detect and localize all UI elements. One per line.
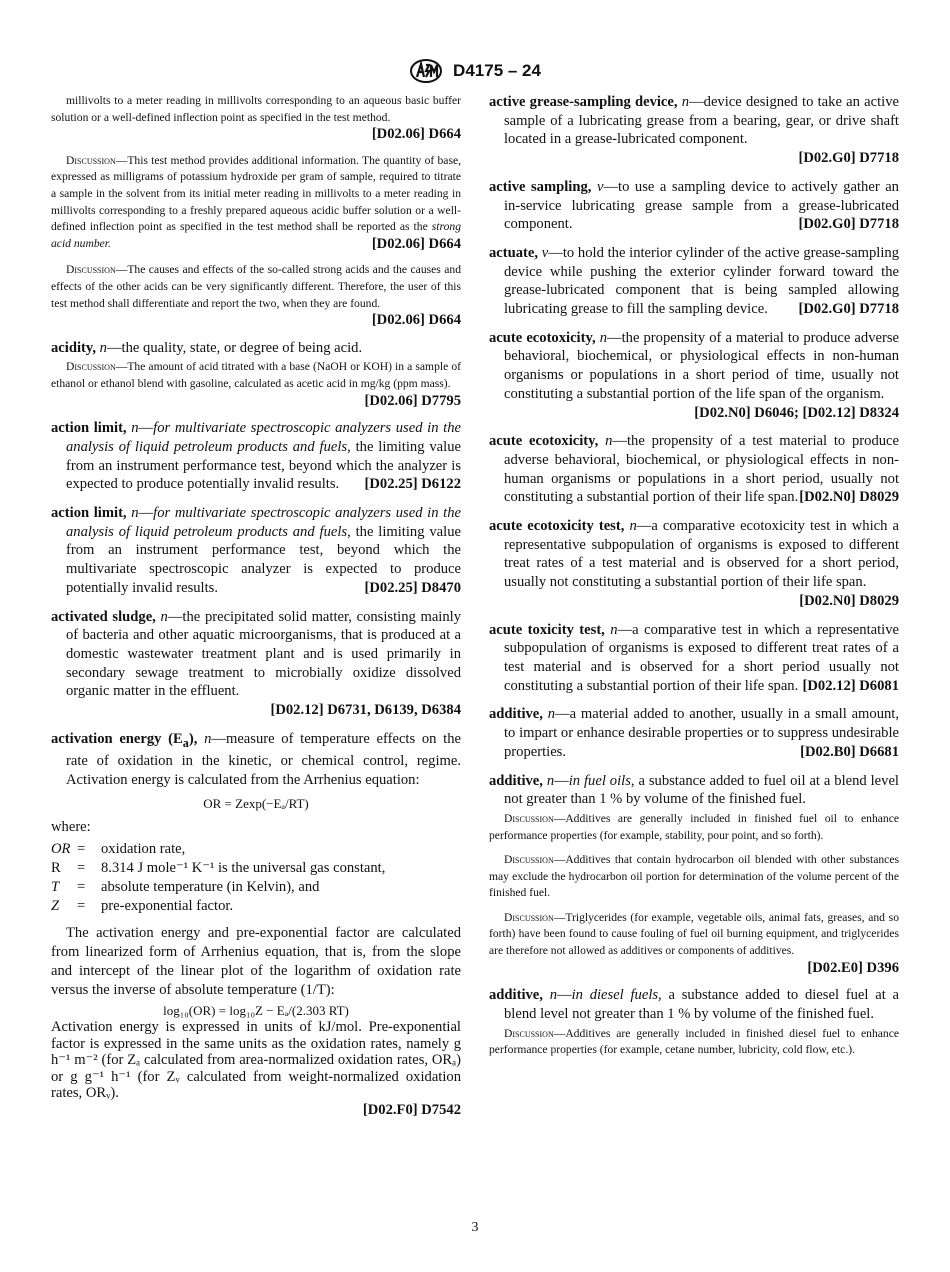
standard-id: D4175 – 24 — [453, 61, 541, 80]
discussion-additive-diesel: Discussion—Additives are generally included in finished diesel fuel to enhance performance properties (for example, cetane number, lubricity, cold flow, etc.). — [489, 1026, 899, 1057]
variable-row: Z = pre-exponential factor. — [51, 898, 234, 915]
entry-activated-sludge: activated sludge, n—the precipitated solid matter, consisting mainly of bacteria and other aquatic microorganisms, that is produced at a domestic wastewater treatment plant and is used primarily in secondary sewage treatment to microbially oxidize dissolved organic matter in the effluent. [D02.12] D6731, D6139, D6384 — [51, 608, 462, 719]
activation-paragraph: The activation energy and pre-exponential factor are calculated from linearized form of Arrhenius equation, that is, from the slope and intercept of the linear plot of the logarithm of oxidation rate versus the inverse of absolute temperature (1/T): — [51, 925, 461, 998]
variable-row: OR = oxidation rate, — [51, 841, 186, 858]
discussion-strong-acid: Discussion—This test method provides additional information. The quantity of base, expressed as milligrams of potassium hydroxide per gram of sample, required to titrate a sample in the solvent from its initial meter reading in millivolts to a meter reading in millivolts corresponding to a freshly prepared aqueous acidic buffer solution or a well-defined inflection point as specified in the test method shall be reported as the strong acid number. [D02.06] D664 — [51, 153, 461, 252]
entry-activation-energy: activation energy $(E_a)$, n—measure of temperature effects on the rate of oxidation in the kinetic, or chemical control, regime. Activation energy is calculated from the Arrhenius equation: — [51, 730, 461, 789]
page-header — [0, 58, 950, 84]
where-label: where: — [51, 818, 91, 835]
left-column — [51, 93, 461, 1118]
entry-active-sampling: active sampling, v—to use a sampling device to actively gather an in-service lubricating grease sample from a grease-lubricated component. [D02.G0] D7718 — [489, 178, 899, 233]
arrhenius-equation: OR = Zexp(−Eₐ/RT) — [203, 795, 309, 811]
entry-additive-diesel-fuels: additive, n—in diesel fuels, a substance added to diesel fuel at a blend level not greater than 1 % by volume of the finished fuel. — [489, 987, 899, 1022]
entry-active-grease-sampling-device: active grease-sampling device, n—device designed to take an active sample of a lubricating grease from a bearing, gear, or drive shaft located in a grease-lubricated component. [D02.G0] D7718 — [489, 94, 899, 167]
entry-acute-ecotoxicity-2: acute ecotoxicity, n—the propensity of a test material to produce adverse behavioral, biochemical, or physiological effects in non-human organisms or populations in a short period, usually not constituting a substantial portion of their life span. [D02.N0] D8029 — [489, 433, 899, 506]
entry-action-limit-2: action limit, n—for multivariate spectroscopic analyzers used in the analysis of liquid petroleum products and fuels, the limiting value from an instrument performance test, beyond which the multivariate spectroscopic analyzer is expected to produce potentially invalid results. [D02.25] D8470 — [51, 505, 461, 596]
right-column — [489, 93, 899, 1069]
entry-additive-1: additive, n—a material added to another, usually in a small amount, to impart or enhance desirable properties or to suppress undesirable properties. [D02.B0] D6681 — [489, 706, 899, 760]
discussion-additive-fuel-oil-3: Discussion—Triglycerides (for example, vegetable oils, animal fats, greases, and so forth) have been found to cause fouling of fuel oil burning equipment, and triglycerides are therefore not allowed as additives or components of additives. [D02.E0] D396 — [489, 910, 899, 976]
entry-acute-ecotoxicity-test: acute ecotoxicity test, n—a comparative ecotoxicity test in which a representative subpopulation of organisms is exposed to different treat rates of a test material and is observed for a short period, usually not constituting a substantial portion of their life span. [D02.N0] D8029 — [489, 518, 899, 609]
entry-additive-fuel-oils: additive, n—in fuel oils, a substance added to fuel oil at a blend level not greater than 1 % by volume of the finished fuel. — [489, 772, 899, 808]
entry-acute-toxicity-test: acute toxicity test, n—a comparative test in which a representative subpopulation of organisms is exposed to different treat rates of a test material and is observed for a short period usually not constituting a substantial portion of their life span. [D02.12] D6081 — [489, 621, 900, 694]
page-number: 3 — [471, 1220, 479, 1235]
discussion-additive-fuel-oil-2: Discussion—Additives that contain hydrocarbon oil blended with other substances may exclude the hydrocarbon oil portion for determination of the volume percent of the finished fuel. — [489, 853, 899, 900]
activation-units-paragraph: Activation energy is expressed in units of kJ/mol. Pre-exponential factor is expressed in the same units as the oxidation rates, namely g h⁻¹ m⁻² (for Zₐ calculated from area-normalized oxidation rates, ORₐ) or g g⁻¹ h⁻¹ (for Zᵥ calculated from weight-normalized oxidation rates, ORᵥ). [D02.F0] D7542 — [51, 1019, 461, 1118]
intro-continuation: millivolts to a meter reading in millivolts corresponding to an aqueous basic buffer solution or a well-defined inflection point as specified in the test method. [D02.06] D664 — [51, 94, 461, 143]
entry-actuate: actuate, v—to hold the interior cylinder of the active grease-sampling device while pushing the exterior cylinder forward toward the grease-lubricated component that is being sampled allowing lubricating grease to fill the sampling device. [D02.G0] D7718 — [489, 244, 899, 318]
variable-row: T = absolute temperature (in Kelvin), and — [51, 879, 320, 896]
linearized-equation: log₁₀(OR) = log₁₀Z − Eₐ/(2.303 RT) — [163, 1003, 349, 1019]
astm-logo-icon — [409, 58, 443, 84]
discussion-additive-fuel-oil-1: Discussion—Additives are generally included in finished fuel oil to enhance performance properties (for example, stability, pour point, and so forth). — [489, 811, 899, 842]
variable-row: R = 8.314 J mole⁻¹ K⁻¹ is the universal gas constant, — [51, 860, 386, 877]
variable-list — [51, 840, 461, 916]
entry-action-limit-1: action limit, n—for multivariate spectroscopic analyzers used in the analysis of liquid petroleum products and fuels, the limiting value from an instrument performance test, beyond which the analyzer is expected to produce potentially invalid results. [D02.25] D6122 — [51, 420, 461, 493]
discussion-acid-effects: Discussion—The causes and effects of the so-called strong acids and the causes and effects of the other acids can be very significantly different. Therefore, the user of this test method shall differentiate and report the two, when they are found. [D02.06] D664 — [51, 263, 461, 329]
discussion-acidity: Discussion—The amount of acid titrated with a base (NaOH or KOH) in a sample of ethanol or ethanol blend with gasoline, calculated as acetic acid in mg/kg (ppm mass). [D02.06] D7795 — [51, 360, 461, 409]
intro-ref: [D02.06] D664 — [371, 126, 461, 143]
entry-acute-ecotoxicity-1: acute ecotoxicity, n—the propensity of a material to produce adverse behavioral, biochemical, or physiological effects in non-human organisms or populations in a short period of time, usually not constituting a substantial portion of the life span of the organism. [D02.N0] D6046; [D02.12] D8324 — [489, 329, 899, 421]
entry-acidity: acidity, n—the quality, state, or degree of being acid. — [51, 339, 363, 356]
